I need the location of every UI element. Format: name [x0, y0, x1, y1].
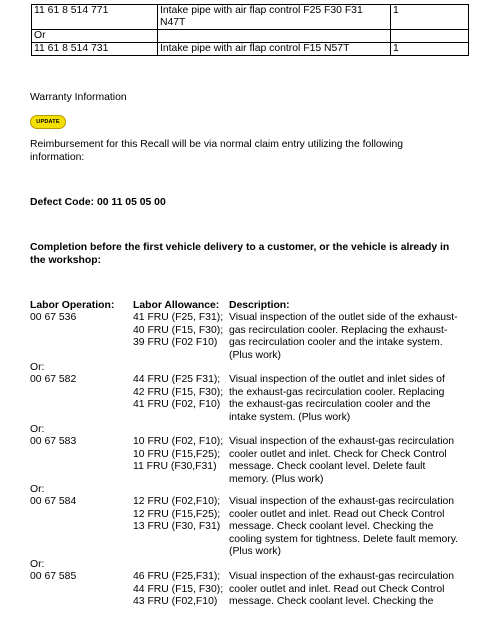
allowance-line: 42 FRU (F15, F30); [133, 386, 224, 398]
table-row [32, 43, 469, 56]
defect-code: Defect Code: 00 11 05 05 00 [30, 197, 166, 208]
header-labor-allowance: Labor Allowance: [133, 300, 220, 311]
part-quantity [391, 30, 469, 43]
allowance-line: 13 FRU (F30, F31) [133, 521, 221, 533]
description-line: message. Check coolant level. Delete fault [229, 461, 426, 473]
labor-description [229, 312, 458, 362]
description-line: message. Check coolant level. Checking the [229, 521, 434, 533]
description-line: gas recirculation cooler. Replacing the exhaust- [229, 324, 448, 336]
part-description-line: N47T [160, 17, 186, 28]
description-line: Visual inspection of the exhaust-gas recirculation [229, 436, 455, 447]
allowance-line: 44 FRU (F25 F31); [133, 374, 221, 385]
labor-allowance [133, 374, 223, 412]
allowance-line: 12 FRU (F15,F25); [133, 508, 221, 520]
labor-description [229, 436, 454, 486]
reimbursement-text [30, 139, 403, 164]
description-line: memory. (Plus work) [229, 473, 324, 485]
warranty-heading: Warranty Information [30, 92, 127, 103]
allowance-line: 41 FRU (F02, F10) [133, 399, 221, 411]
allowance-line: 46 FRU (F25,F31); [133, 571, 221, 582]
allowance-line: 12 FRU (F02,F10); [133, 496, 221, 507]
labor-description [229, 571, 454, 609]
description-line: Visual inspection of the exhaust-gas recirculation [229, 496, 455, 507]
paragraph-line: Reimbursement for this Recall will be via normal claim entry utilizing the following [30, 139, 404, 150]
part-number: 11 61 8 514 731 [32, 43, 158, 56]
description-line: message. Check coolant level. Checking the [229, 596, 434, 608]
description-line: (Plus work) [229, 546, 281, 558]
part-description [158, 5, 391, 30]
paragraph-line: information: [30, 151, 85, 163]
part-number: 11 61 8 514 771 [32, 5, 158, 30]
header-description: Description: [229, 300, 290, 311]
or-label: Or: [30, 484, 45, 495]
allowance-line: 43 FRU (F02,F10) [133, 596, 218, 608]
labor-description [229, 374, 445, 424]
header-labor-operation: Labor Operation: [30, 300, 115, 311]
labor-allowance [133, 312, 223, 350]
allowance-line: 44 FRU (F15, F30); [133, 583, 224, 595]
description-line: (Plus work) [229, 349, 281, 361]
allowance-line: 10 FRU (F15,F25); [133, 448, 221, 460]
labor-allowance [133, 496, 220, 534]
description-line: the exhaust-gas recirculation cooler and the [229, 399, 431, 411]
allowance-line: 41 FRU (F25, F31); [133, 312, 224, 323]
part-description [158, 30, 391, 43]
labor-operation-code: 00 67 584 [30, 496, 77, 507]
description-line: gas recirculation cooler and the intake system. [229, 337, 443, 349]
labor-operation-code: 00 67 536 [30, 312, 77, 323]
paragraph-line: Completion before the first vehicle delivery to a customer, or the vehicle is already in [30, 242, 450, 253]
labor-description [229, 496, 458, 559]
allowance-line: 10 FRU (F02, F10); [133, 436, 224, 447]
allowance-line: 40 FRU (F15, F30); [133, 324, 224, 336]
part-description-line: Intake pipe with air flap control F25 F30 F31 [160, 5, 363, 16]
description-line: cooler outlet and inlet. Read out Check Control [229, 583, 445, 595]
description-line: cooling system for tightness. Delete fault memory. [229, 533, 459, 545]
labor-allowance [133, 571, 223, 609]
labor-allowance [133, 436, 223, 474]
or-separator: Or [32, 30, 158, 43]
description-line: cooler outlet and inlet. Read out Check Control [229, 508, 445, 520]
description-line: the exhaust-gas recirculation cooler. Replacing [229, 386, 445, 398]
part-description: Intake pipe with air flap control F15 N57T [158, 43, 391, 56]
part-quantity: 1 [391, 5, 469, 30]
completion-heading [30, 242, 449, 267]
description-line: Visual inspection of the outlet side of the exhaust- [229, 312, 458, 323]
description-line: Visual inspection of the exhaust-gas recirculation [229, 571, 455, 582]
update-badge: UPDATE [30, 115, 66, 129]
allowance-line: 39 FRU (F02 F10) [133, 337, 218, 349]
parts-table [31, 4, 469, 56]
paragraph-line: the workshop: [30, 254, 102, 266]
part-quantity: 1 [391, 43, 469, 56]
description-line: intake system. (Plus work) [229, 411, 351, 423]
or-label: Or: [30, 424, 45, 435]
description-line: cooler outlet and inlet. Check for Check Control [229, 448, 447, 460]
table-row [32, 5, 469, 30]
labor-operation-code: 00 67 583 [30, 436, 77, 447]
table-row [32, 30, 469, 43]
labor-operation-code: 00 67 585 [30, 571, 77, 582]
allowance-line: 11 FRU (F30,F31) [133, 461, 217, 473]
or-label: Or: [30, 362, 45, 373]
labor-operation-code: 00 67 582 [30, 374, 77, 385]
description-line: Visual inspection of the outlet and inlet sides of [229, 374, 445, 385]
or-label: Or: [30, 559, 45, 570]
